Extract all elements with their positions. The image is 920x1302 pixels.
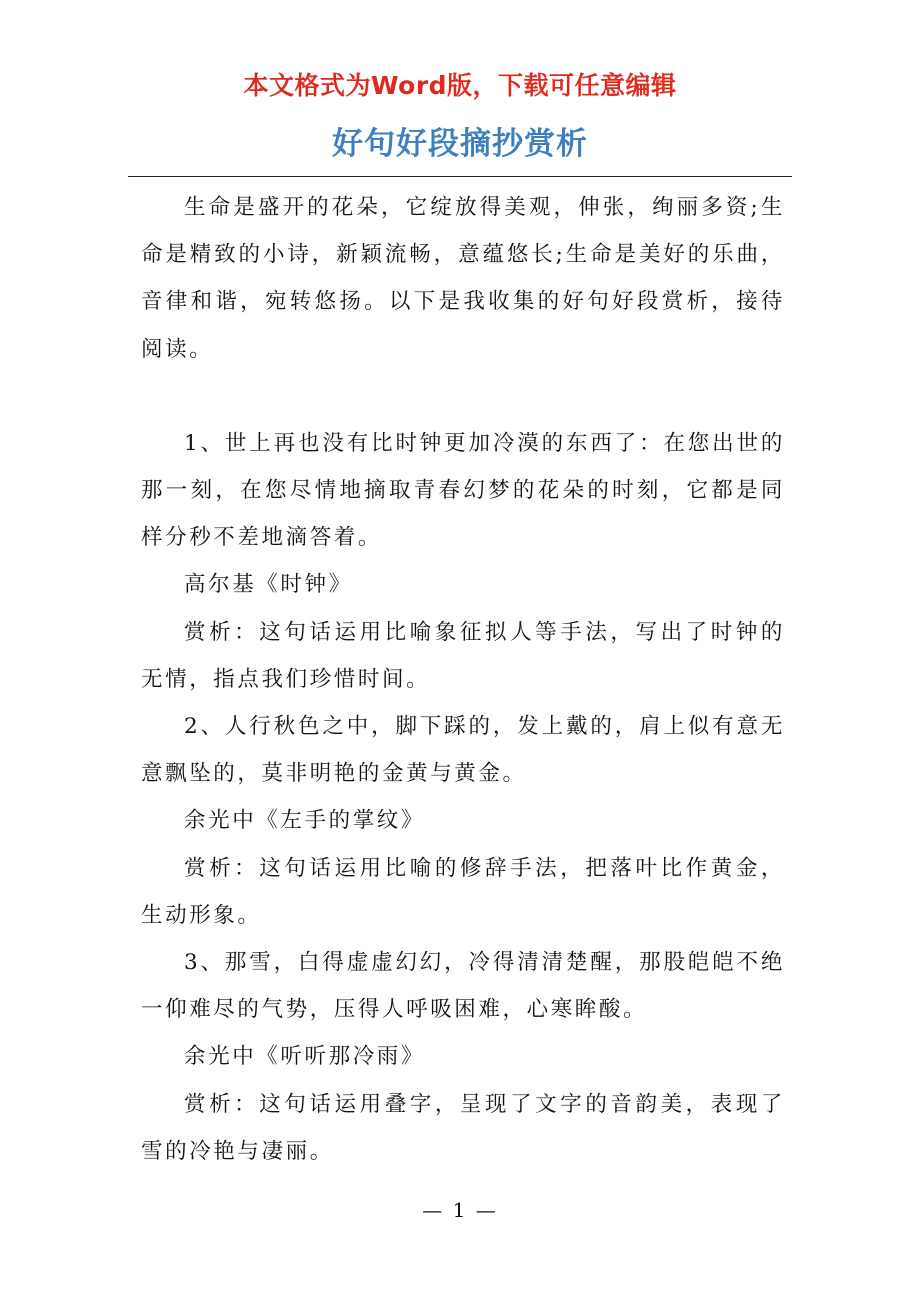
quote-2-text: 2、人行秋色之中，脚下踩的，发上戴的，肩上似有意无意飘坠的，莫非明艳的金黄与黄金。 bbox=[141, 714, 785, 787]
quote-1-source: 高尔基《时钟》 bbox=[184, 572, 353, 598]
format-notice-banner: 本文格式为Word版，下载可任意编辑 bbox=[243, 71, 677, 100]
page-number: — 1 — bbox=[422, 1198, 498, 1222]
title-divider bbox=[128, 176, 792, 177]
document-body bbox=[141, 184, 785, 1175]
quote-2-analysis: 赏析：这句话运用比喻的修辞手法，把落叶比作黄金，生动形象。 bbox=[141, 855, 785, 928]
quote-2-source: 余光中《左手的掌纹》 bbox=[184, 808, 426, 834]
quote-3-text: 3、那雪，白得虚虚幻幻，冷得清清楚醒，那股皑皑不绝一仰难尽的气势，压得人呼吸困难，心寒眸酸。 bbox=[141, 950, 785, 1023]
document-title: 好句好段摘抄赏析 bbox=[332, 126, 588, 162]
intro-paragraph: 生命是盛开的花朵，它绽放得美观，伸张，绚丽多资;生命是精致的小诗，新颖流畅，意蕴悠长;生命是美好的乐曲，音律和谐，宛转悠扬。以下是我收集的好句好段赏析，接待阅读。 bbox=[141, 195, 785, 362]
quote-1-text: 1、世上再也没有比时钟更加冷漠的东西了：在您出世的那一刻，在您尽情地摘取青春幻梦的花朵的时刻，它都是同样分秒不差地滴答着。 bbox=[141, 430, 785, 551]
quote-1-analysis: 赏析：这句话运用比喻象征拟人等手法，写出了时钟的无情，指点我们珍惜时间。 bbox=[141, 619, 785, 692]
paragraph-spacer bbox=[141, 373, 785, 420]
quote-3-analysis: 赏析：这句话运用叠字，呈现了文字的音韵美，表现了雪的冷艳与凄丽。 bbox=[141, 1091, 785, 1164]
quote-3-source: 余光中《听听那冷雨》 bbox=[184, 1044, 426, 1070]
